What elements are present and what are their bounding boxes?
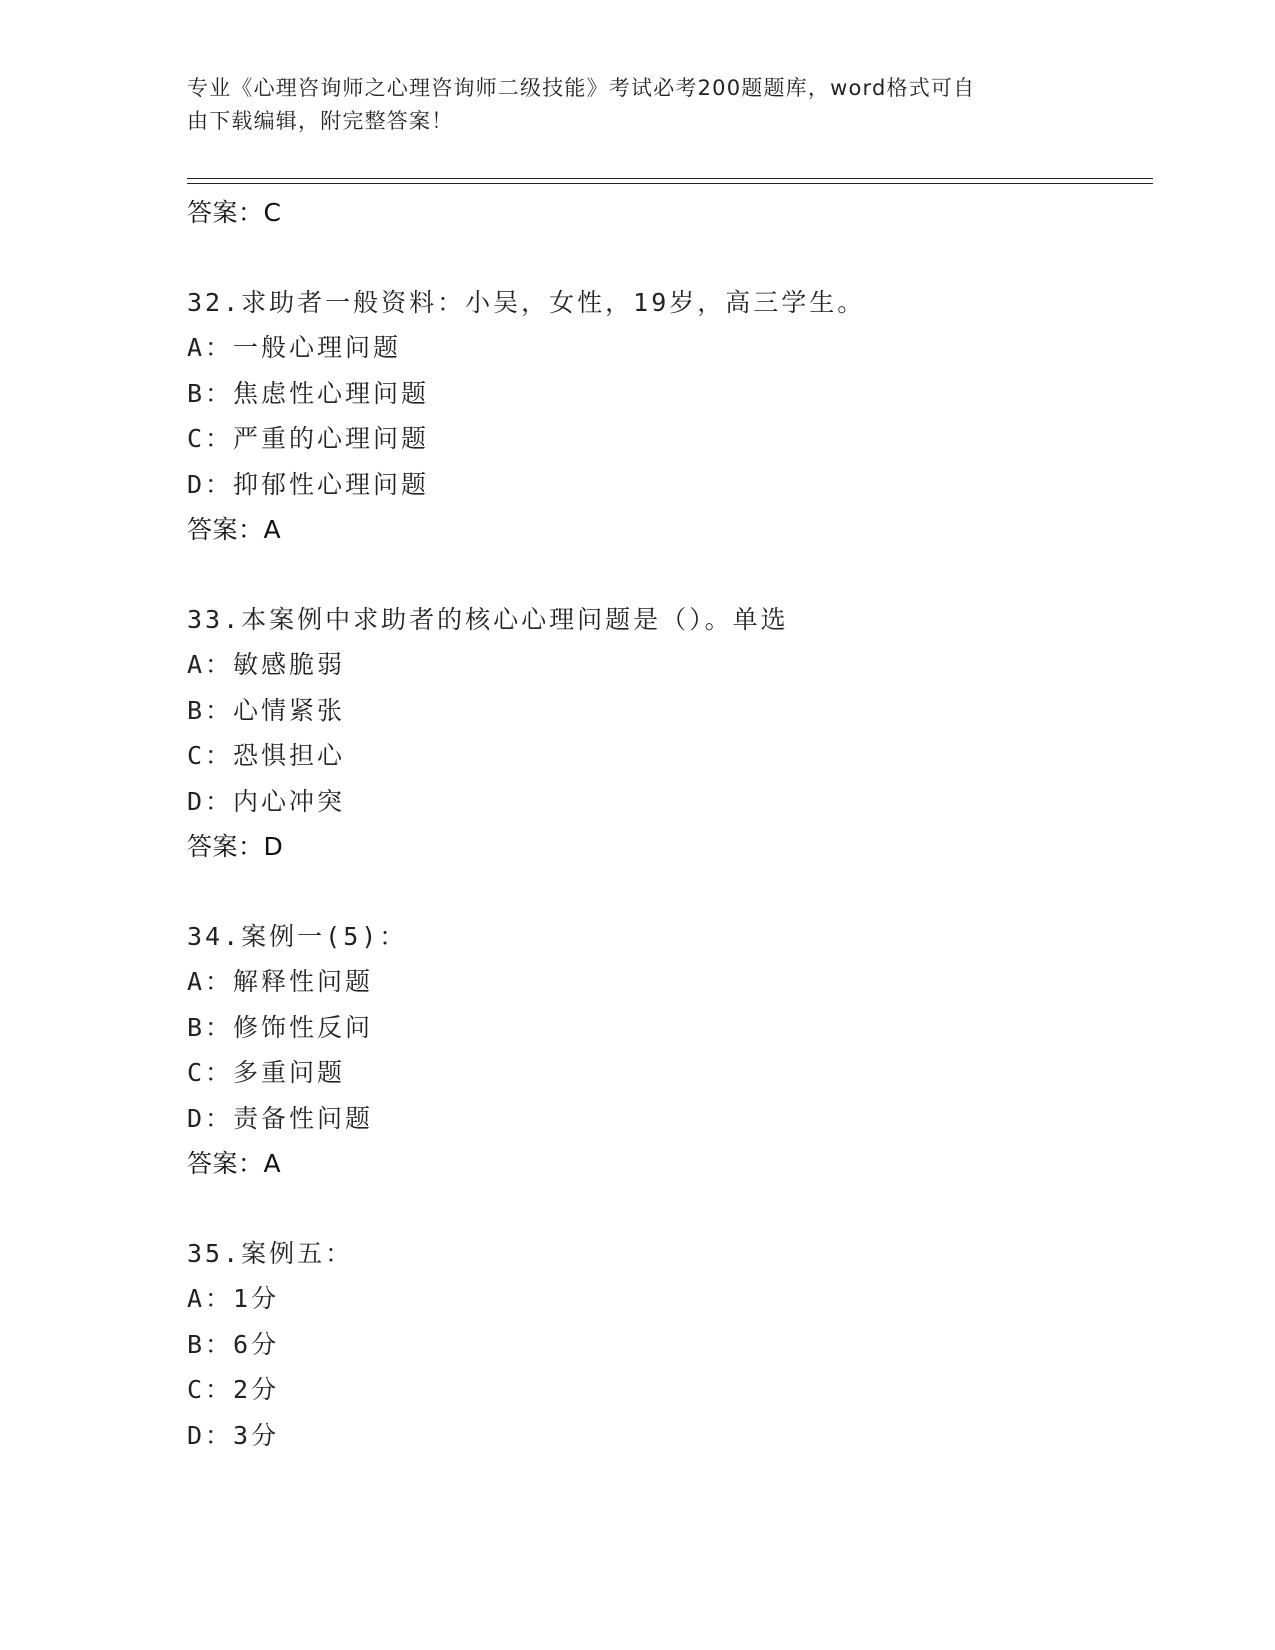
- option-c: C：恐惧担心: [187, 741, 346, 770]
- spacer: [187, 869, 1147, 914]
- question-block-34: [187, 914, 1147, 1231]
- option-a: A：1分: [187, 1284, 280, 1313]
- question-block-32: [187, 280, 1147, 597]
- option-b: B：6分: [187, 1329, 280, 1359]
- question-stem: 35.案例五：: [187, 1239, 354, 1268]
- answer-line: 答案：D: [187, 832, 284, 861]
- spacer: [187, 552, 1147, 597]
- option-d: D：责备性问题: [187, 1103, 374, 1133]
- option-b: B：心情紧张: [187, 695, 346, 725]
- option-c: C：2分: [187, 1375, 280, 1404]
- header-line-2: 由下载编辑，附完整答案！: [187, 109, 454, 133]
- spacer: [187, 235, 1147, 280]
- option-b: B：修饰性反问: [187, 1012, 374, 1042]
- option-d: D：内心冲突: [187, 786, 346, 816]
- question-block-33: [187, 597, 1147, 914]
- option-c: C：严重的心理问题: [187, 424, 430, 453]
- option-d: D：3分: [187, 1420, 280, 1450]
- answer-line: 答案：A: [187, 1149, 282, 1178]
- question-stem: 34.案例一(5)：: [187, 922, 408, 951]
- header-rule-top: [187, 178, 1153, 179]
- question-block-35: [187, 1231, 1147, 1458]
- answer-line: 答案：A: [187, 515, 282, 544]
- header-line-1: 专业《心理咨询师之心理咨询师二级技能》考试必考200题题库，word格式可自: [187, 76, 976, 100]
- question-list: [187, 190, 1147, 1458]
- option-a: A：一般心理问题: [187, 333, 402, 362]
- option-c: C：多重问题: [187, 1058, 346, 1087]
- option-a: A：解释性问题: [187, 967, 374, 996]
- option-d: D：抑郁性心理问题: [187, 469, 430, 499]
- spacer: [187, 1186, 1147, 1231]
- document-header: [187, 72, 1067, 138]
- option-b: B：焦虑性心理问题: [187, 378, 430, 408]
- previous-answer: 答案：C: [187, 198, 282, 227]
- question-stem: 32.求助者一般资料：小吴，女性，19岁，高三学生。: [187, 288, 866, 317]
- option-a: A：敏感脆弱: [187, 650, 346, 679]
- question-stem: 33.本案例中求助者的核心心理问题是（）。单选: [187, 605, 789, 634]
- header-rule-bottom: [187, 183, 1153, 184]
